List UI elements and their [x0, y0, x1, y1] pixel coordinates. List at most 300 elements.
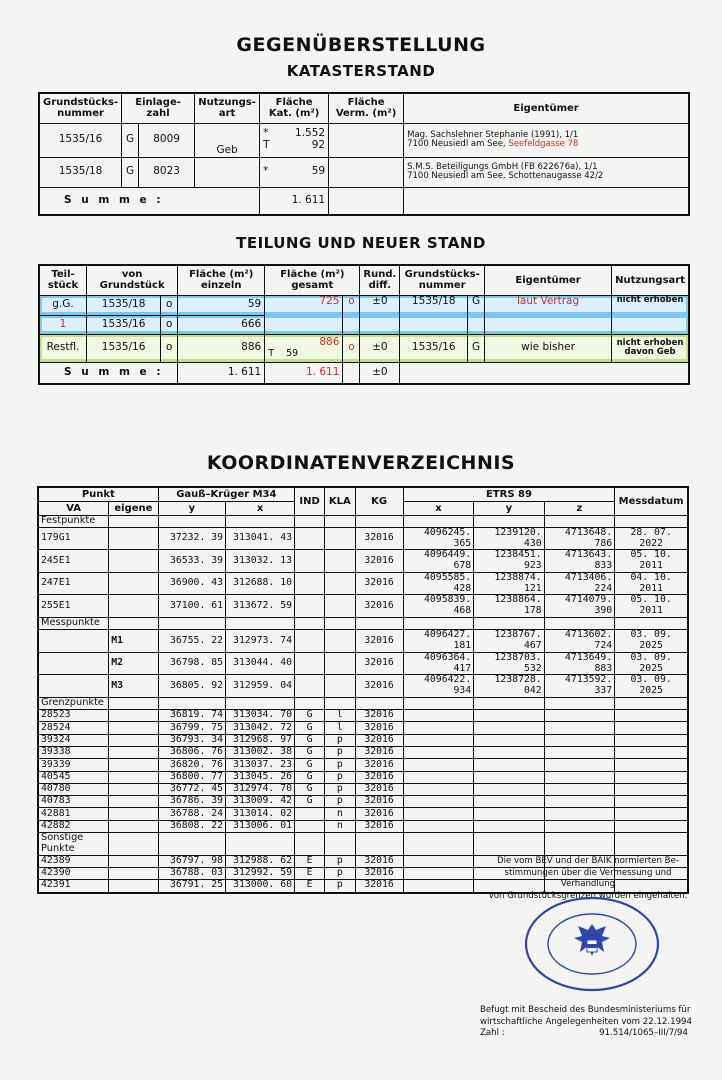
official-seal-icon	[524, 896, 660, 992]
th-y: y	[158, 501, 225, 515]
cell-date: 05. 10. 2011	[615, 595, 688, 618]
cell-kg: 32016	[355, 734, 403, 746]
cell-eig	[109, 771, 158, 783]
star-mark: *	[263, 165, 269, 178]
cell-va: 28523	[38, 710, 109, 722]
cell-nutz: nicht erhoben	[612, 295, 689, 334]
cell-kg: 32016	[355, 550, 403, 573]
section-title: Messpunkte	[38, 617, 109, 629]
cell-ind: G	[295, 783, 325, 795]
cell-ex	[403, 808, 474, 820]
table-row	[38, 808, 688, 820]
cell-ind	[295, 675, 325, 698]
cell-y: 36808. 22	[158, 820, 225, 832]
fl-value: 59	[311, 165, 326, 178]
cell-ind: E	[295, 855, 325, 867]
cell-empty	[403, 833, 474, 856]
th-ey: y	[474, 501, 545, 515]
sum-gesamt: 1. 611	[265, 362, 343, 384]
cell-gst: 1535/18	[400, 295, 468, 334]
cell-kg: 32016	[355, 747, 403, 759]
cell-kg: 32016	[355, 880, 403, 893]
table-row	[38, 796, 688, 808]
cell-kg: 32016	[355, 783, 403, 795]
cell-ex	[403, 796, 474, 808]
cell-ex	[403, 734, 474, 746]
cell-ey	[474, 783, 545, 795]
cell-ind	[295, 527, 325, 550]
table-row	[38, 783, 688, 795]
cell-empty	[226, 833, 295, 856]
cell-empty	[474, 697, 545, 709]
subtitle-katasterstand: KATASTERSTAND	[286, 62, 436, 80]
cell-ex	[403, 747, 474, 759]
cell-ez	[544, 820, 615, 832]
cell-ind: G	[295, 722, 325, 734]
cell-ind: G	[295, 771, 325, 783]
table-row	[38, 734, 688, 746]
cell-empty	[226, 697, 295, 709]
gesamt-value: 886	[319, 336, 340, 348]
section-header	[38, 617, 688, 629]
cell-kg: 32016	[355, 710, 403, 722]
th-ex: x	[403, 501, 474, 515]
cell-o: o	[161, 315, 178, 334]
cell-o2: o	[343, 295, 360, 334]
th-punkt: Punkt	[38, 487, 158, 501]
cell-ey	[474, 808, 545, 820]
cell-eig	[109, 747, 158, 759]
cell-date	[615, 783, 688, 795]
cell-ey	[474, 759, 545, 771]
th-einzeln: Fläche (m²) einzeln	[178, 265, 265, 295]
cell-ex	[403, 710, 474, 722]
cell-x: 312974. 70	[226, 783, 295, 795]
cell-va: 42882	[38, 820, 109, 832]
cell-ey: 1238703. 532	[474, 652, 545, 675]
note-line: von Grundstücksgrenzen wurden eingehalten.	[488, 890, 688, 901]
cell-y: 36798. 85	[158, 652, 225, 675]
cell-empty	[403, 697, 474, 709]
cell-o: o	[161, 334, 178, 362]
cell-ez: 4713592. 337	[544, 675, 615, 698]
cell-ind	[295, 652, 325, 675]
nutz-line2: davon Geb	[624, 347, 676, 357]
cell-ez: 4713648. 786	[544, 527, 615, 550]
cell-empty	[544, 833, 615, 856]
cell-ey	[474, 722, 545, 734]
cell-g: G	[468, 334, 485, 362]
cell-y: 36755. 22	[158, 630, 225, 653]
cell-x: 312688. 10	[226, 572, 295, 595]
cell-kla	[325, 630, 355, 653]
cell-nutz: Geb	[195, 123, 260, 157]
th-gesamt: Fläche (m²) gesamt	[265, 265, 360, 295]
footer-line1: Befugt mit Bescheid des Bundesministeriums für	[480, 1005, 691, 1015]
cell-eig	[109, 855, 158, 867]
cell-empty	[295, 833, 325, 856]
cell-y: 36772. 45	[158, 783, 225, 795]
cell-ex: 4096364. 417	[403, 652, 474, 675]
cell-einzeln: 666	[178, 315, 265, 334]
cell-kla: l	[325, 722, 355, 734]
cell-empty	[615, 697, 688, 709]
owner-name: Mag. Sachslehner Stephanie (1991), 1/1	[407, 129, 579, 140]
th-gk: Gauß–Krüger M34	[158, 487, 294, 501]
cell-x: 313045. 26	[226, 771, 295, 783]
cell-empty	[355, 617, 403, 629]
th-diff: Rund. diff.	[360, 265, 400, 295]
cell-owner	[404, 123, 689, 157]
cell-kla: l	[325, 710, 355, 722]
katasterstand-table	[38, 92, 690, 216]
t-mark: T	[268, 347, 275, 359]
footer-line2: wirtschaftliche Angelegenheiten vom 22.12.1994	[480, 1016, 692, 1027]
cell-empty	[404, 187, 689, 215]
cell-eig	[109, 595, 158, 618]
th-eigentuemer: Eigentümer	[404, 93, 689, 123]
cell-eig: M1	[109, 630, 158, 653]
th-kg: KG	[355, 487, 403, 515]
sum-label: S u m m e :	[39, 187, 260, 215]
cell-empty	[355, 697, 403, 709]
cell-empty	[325, 697, 355, 709]
cell-x: 313002. 38	[226, 747, 295, 759]
table-row	[38, 771, 688, 783]
cell-empty	[295, 515, 325, 527]
cell-date: 03. 09. 2025	[615, 652, 688, 675]
th-gst: Grundstücks-nummer	[39, 93, 122, 123]
cell-ez	[544, 783, 615, 795]
table-row	[38, 572, 688, 595]
cell-y: 37232. 39	[158, 527, 225, 550]
cell-empty	[158, 617, 225, 629]
cell-x: 313042. 72	[226, 722, 295, 734]
cell-empty	[474, 617, 545, 629]
th-fl-kat: Fläche Kat. (m²)	[260, 93, 329, 123]
cell-o2: o	[343, 334, 360, 362]
cell-date	[615, 820, 688, 832]
cell-date	[615, 734, 688, 746]
cell-empty	[109, 515, 158, 527]
cell-x: 312973. 74	[226, 630, 295, 653]
cell-x: 313006. 01	[226, 820, 295, 832]
cell-empty	[226, 515, 295, 527]
cell-ind: G	[295, 734, 325, 746]
cell-von: 1535/16	[87, 334, 161, 362]
cell-date: 28. 07. 2022	[615, 527, 688, 550]
cell-eig	[109, 820, 158, 832]
cell-ez	[544, 759, 615, 771]
cell-ex	[403, 722, 474, 734]
section-header	[38, 697, 688, 709]
cell-diff: ±0	[360, 334, 400, 362]
cell-ey	[474, 747, 545, 759]
cell-kla: p	[325, 796, 355, 808]
cell-ez: 4713406. 224	[544, 572, 615, 595]
cell-empty	[544, 515, 615, 527]
footer-befugnis	[480, 1005, 702, 1040]
cell-ind	[295, 808, 325, 820]
cell-ez	[544, 796, 615, 808]
cell-ex	[403, 820, 474, 832]
cell-teil: 1	[39, 315, 87, 334]
owner-street: Seefeldgasse 78	[508, 139, 579, 149]
cell-eig	[109, 867, 158, 879]
table-row	[38, 820, 688, 832]
cell-y: 36786. 39	[158, 796, 225, 808]
cell-eig	[109, 722, 158, 734]
table-row	[38, 675, 688, 698]
cell-x: 313014. 02	[226, 808, 295, 820]
cell-ind	[295, 820, 325, 832]
page-title-gegenueberstellung: GEGENÜBERSTELLUNG	[236, 34, 486, 56]
table-row	[38, 722, 688, 734]
cell-einzeln: 59	[178, 295, 265, 315]
table-row	[38, 747, 688, 759]
cell-y: 36788. 24	[158, 808, 225, 820]
cell-ez: 4713602. 724	[544, 630, 615, 653]
cell-x: 313034. 70	[226, 710, 295, 722]
cell-ind: G	[295, 710, 325, 722]
cell-kla: p	[325, 880, 355, 893]
cell-date	[615, 771, 688, 783]
cell-kla	[325, 527, 355, 550]
cell-y: 36797. 98	[158, 855, 225, 867]
cell-ez	[544, 734, 615, 746]
cell-gesamt: 725	[265, 295, 343, 334]
cell-y: 37100. 61	[158, 595, 225, 618]
table-row	[38, 527, 688, 550]
cell-empty	[544, 617, 615, 629]
cell-empty	[295, 617, 325, 629]
cell-kla: p	[325, 855, 355, 867]
th-von: von Grundstück	[87, 265, 178, 295]
th-va: VA	[38, 501, 109, 515]
cell-x: 313037. 23	[226, 759, 295, 771]
title-teilung: TEILUNG UND NEUER STAND	[236, 234, 486, 252]
cell-ex: 4095585. 428	[403, 572, 474, 595]
cell-kla	[325, 595, 355, 618]
koordinaten-table	[37, 486, 689, 894]
cell-ey: 1238728. 042	[474, 675, 545, 698]
owner-name: S.M.S. Beteiligungs GmbH (FB 622676a), 1/1	[407, 161, 598, 172]
cell-g: G	[122, 123, 139, 157]
th-x: x	[226, 501, 295, 515]
cell-va: 40545	[38, 771, 109, 783]
cell-va: 28524	[38, 722, 109, 734]
table-row	[38, 759, 688, 771]
cell-empty	[109, 617, 158, 629]
cell-eig	[109, 880, 158, 893]
cell-empty	[295, 697, 325, 709]
koordinaten-body	[38, 515, 688, 893]
cell-x: 312968. 97	[226, 734, 295, 746]
cell-va: 39338	[38, 747, 109, 759]
note-line: stimmungen über die Vermessung und Verhandlung	[504, 867, 672, 890]
th-nutz: Nutzungs-art	[195, 93, 260, 123]
sum-einzeln: 1. 611	[178, 362, 265, 384]
note-line: Die vom BEV und der BAIK normierten Be-	[497, 856, 679, 866]
table-row	[38, 595, 688, 618]
cell-ex	[403, 880, 474, 893]
t-value: 59	[286, 347, 299, 359]
cell-ex	[403, 855, 474, 867]
cell-einzeln: 886	[178, 334, 265, 362]
cell-kla: p	[325, 734, 355, 746]
teilung-table	[38, 264, 690, 385]
cell-fl-verm	[329, 157, 404, 187]
cell-x: 312992. 59	[226, 867, 295, 879]
cell-g: G	[122, 157, 139, 187]
cell-ez: 8009	[139, 123, 195, 157]
cell-date: 04. 10. 2011	[615, 572, 688, 595]
cell-eig: M2	[109, 652, 158, 675]
nutz-line1: nicht erhoben	[616, 337, 684, 348]
cell-ez	[544, 710, 615, 722]
th-ind: IND	[295, 487, 325, 515]
cell-x: 313000. 60	[226, 880, 295, 893]
cell-ey: 1238767. 467	[474, 630, 545, 653]
cell-von: 1535/16	[87, 315, 161, 334]
th-ez: z	[544, 501, 615, 515]
cell-eig	[109, 796, 158, 808]
cell-va	[38, 630, 109, 653]
cell-kla: p	[325, 759, 355, 771]
cell-va: 39339	[38, 759, 109, 771]
cell-kg: 32016	[355, 867, 403, 879]
table-row	[38, 710, 688, 722]
cell-ex: 4096427. 181	[403, 630, 474, 653]
cell-empty	[615, 515, 688, 527]
cell-ez	[544, 722, 615, 734]
cell-gst: 1535/16	[400, 334, 468, 362]
cell-y: 36819. 74	[158, 710, 225, 722]
table-row	[38, 652, 688, 675]
cell-empty	[355, 515, 403, 527]
cell-empty	[158, 833, 225, 856]
cell-x: 312959. 04	[226, 675, 295, 698]
cell-ex	[403, 759, 474, 771]
cell-ey	[474, 771, 545, 783]
cell-ey	[474, 734, 545, 746]
cell-empty	[109, 833, 158, 856]
cell-x: 312988. 62	[226, 855, 295, 867]
cell-empty	[158, 515, 225, 527]
cell-empty	[544, 697, 615, 709]
cell-g: G	[468, 295, 485, 334]
section-header	[38, 515, 688, 527]
owner-city: 7100 Neusiedl am See, Schottenaugasse 42/2	[407, 171, 604, 181]
cell-ind	[295, 630, 325, 653]
cell-va: 245E1	[38, 550, 109, 573]
cell-date	[615, 808, 688, 820]
cell-va: 39324	[38, 734, 109, 746]
cell-gst: 1535/16	[39, 123, 122, 157]
cell-empty	[343, 362, 360, 384]
cell-teil: Restfl.	[39, 334, 87, 362]
th-teil: Teil-stück	[39, 265, 87, 295]
cell-y: 36799. 75	[158, 722, 225, 734]
th-kla: KLA	[325, 487, 355, 515]
cell-eig	[109, 759, 158, 771]
section-header	[38, 833, 688, 856]
cell-empty	[158, 697, 225, 709]
cell-ez	[544, 771, 615, 783]
cell-eig	[109, 710, 158, 722]
cell-ez: 4713649. 883	[544, 652, 615, 675]
cell-va: 255E1	[38, 595, 109, 618]
cell-ex: 4096422. 934	[403, 675, 474, 698]
cell-kla	[325, 675, 355, 698]
cell-date	[615, 722, 688, 734]
cell-kg: 32016	[355, 595, 403, 618]
cell-date: 05. 10. 2011	[615, 550, 688, 573]
title-koordinaten: KOORDINATENVERZEICHNIS	[206, 452, 516, 474]
cell-kg: 32016	[355, 652, 403, 675]
cell-va: 247E1	[38, 572, 109, 595]
cell-ex	[403, 867, 474, 879]
cell-ez: 4714079. 390	[544, 595, 615, 618]
cell-kg: 32016	[355, 675, 403, 698]
cell-empty	[109, 697, 158, 709]
cell-ez	[544, 747, 615, 759]
cell-ey: 1238864. 178	[474, 595, 545, 618]
cell-kla: p	[325, 867, 355, 879]
cell-owner: laut Vertrag	[485, 295, 612, 334]
sum-label: S u m m e :	[39, 362, 178, 384]
cell-owner: wie bisher	[485, 334, 612, 362]
sum-diff: ±0	[360, 362, 400, 384]
cell-empty	[403, 617, 474, 629]
cell-ey: 1239120. 430	[474, 527, 545, 550]
cell-date: 03. 09. 2025	[615, 675, 688, 698]
cell-kg: 32016	[355, 527, 403, 550]
cell-y: 36533. 39	[158, 550, 225, 573]
cell-ex: 4096245. 365	[403, 527, 474, 550]
section-title: Sonstige Punkte	[38, 833, 109, 856]
cell-kg: 32016	[355, 855, 403, 867]
cell-ey	[474, 820, 545, 832]
cell-ey: 1238874. 121	[474, 572, 545, 595]
th-owner: Eigentümer	[485, 265, 612, 295]
cell-x: 313672. 59	[226, 595, 295, 618]
cell-empty	[329, 187, 404, 215]
cell-ez: 8023	[139, 157, 195, 187]
section-title: Grenzpunkte	[38, 697, 109, 709]
cell-owner	[404, 157, 689, 187]
cell-date	[615, 759, 688, 771]
th-ez: Einlage-zahl	[122, 93, 195, 123]
cell-ez: 4713643. 833	[544, 550, 615, 573]
cell-va	[38, 652, 109, 675]
cell-kla: p	[325, 771, 355, 783]
th-fl-verm: Fläche Verm. (m²)	[329, 93, 404, 123]
cell-ind: G	[295, 747, 325, 759]
cell-eig	[109, 550, 158, 573]
cell-eig: M3	[109, 675, 158, 698]
cell-fl-verm	[329, 123, 404, 157]
cell-empty	[325, 617, 355, 629]
section-title: Festpunkte	[38, 515, 109, 527]
cell-kg: 32016	[355, 759, 403, 771]
zahl-value: 91.514/1065–III/7/94	[599, 1028, 688, 1039]
cell-kg: 32016	[355, 572, 403, 595]
cell-ey: 1238451. 923	[474, 550, 545, 573]
cell-empty	[355, 833, 403, 856]
cell-x: 313044. 40	[226, 652, 295, 675]
cell-va: 179G1	[38, 527, 109, 550]
